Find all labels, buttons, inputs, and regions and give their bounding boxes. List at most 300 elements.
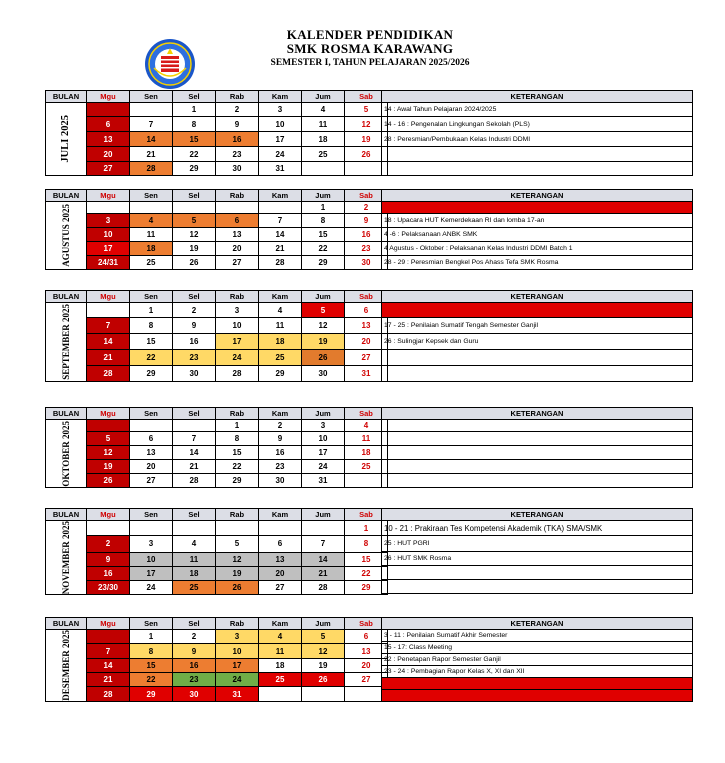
day-cell: 23 xyxy=(173,673,216,687)
day-cell: 3 xyxy=(216,303,259,318)
day-cell: 29 xyxy=(130,687,173,701)
note-row xyxy=(382,228,693,242)
day-cell: 18 xyxy=(130,242,173,256)
day-cell xyxy=(302,521,345,536)
day-cell xyxy=(87,521,130,536)
note-row xyxy=(382,103,693,117)
day-cell: 22 xyxy=(130,350,173,366)
header-kam: Kam xyxy=(259,291,302,303)
notes-header: KETERANGAN xyxy=(382,408,693,420)
day-cell: 4 xyxy=(345,420,388,432)
month-label: OKTOBER 2025 xyxy=(61,420,71,487)
note-line: 14 : Awal Tahun Pelajaran 2024/2025 xyxy=(382,103,693,117)
page-header xyxy=(0,22,725,82)
day-cell: 18 xyxy=(259,658,302,672)
note-row xyxy=(382,242,693,256)
note-line xyxy=(382,432,693,446)
day-cell: 12 xyxy=(302,318,345,334)
day-cell: 6 xyxy=(259,536,302,552)
day-cell: 2 xyxy=(216,103,259,117)
note-line xyxy=(382,580,693,594)
day-cell: 20 xyxy=(259,566,302,580)
day-cell: 1 xyxy=(216,420,259,432)
week-row xyxy=(46,366,388,382)
notes-header: KETERANGAN xyxy=(382,618,693,630)
day-cell: 13 xyxy=(259,552,302,566)
day-cell: 23 xyxy=(345,242,388,256)
day-cell: 9 xyxy=(173,644,216,658)
day-cell: 5 xyxy=(302,630,345,644)
day-cell: 4 xyxy=(130,214,173,228)
day-cell: 26 xyxy=(302,673,345,687)
day-cell: 24 xyxy=(302,460,345,474)
day-cell: 25 xyxy=(302,147,345,162)
day-cell: 16 xyxy=(173,334,216,350)
day-cell: 17 xyxy=(259,132,302,147)
day-cell: 8 xyxy=(130,644,173,658)
title-line-2: SMK ROSMA KARAWANG xyxy=(286,41,454,56)
week-row xyxy=(46,552,388,566)
day-cell: 7 xyxy=(87,318,130,334)
day-cell: 19 xyxy=(345,132,388,147)
day-cell: 27 xyxy=(130,474,173,488)
day-cell: 14 xyxy=(87,334,130,350)
day-cell: 30 xyxy=(345,256,388,270)
day-cell: 15 xyxy=(130,334,173,350)
header-sel: Sel xyxy=(173,618,216,630)
note-line: 15 - 17: Class Meeting xyxy=(382,642,693,654)
day-cell: 21 xyxy=(130,147,173,162)
note-row xyxy=(382,690,693,702)
note-line xyxy=(382,460,693,474)
month-label: JULI 2025 xyxy=(60,115,71,163)
note-row xyxy=(382,521,693,536)
header-rab: Rab xyxy=(216,291,259,303)
header-sel: Sel xyxy=(173,190,216,202)
calendar-table-november xyxy=(45,508,388,595)
header-sel: Sel xyxy=(173,408,216,420)
day-cell: 26 xyxy=(216,580,259,594)
day-cell: 22 xyxy=(216,460,259,474)
header-bulan: BULAN xyxy=(46,408,87,420)
notes-header-row xyxy=(382,509,693,521)
day-cell: 28 xyxy=(302,580,345,594)
day-cell: 11 xyxy=(173,552,216,566)
week-row xyxy=(46,630,388,644)
header-sen: Sen xyxy=(130,509,173,521)
note-line xyxy=(382,162,693,176)
day-cell xyxy=(216,521,259,536)
day-cell xyxy=(302,687,345,701)
note-row xyxy=(382,446,693,460)
day-cell: 24 xyxy=(130,580,173,594)
day-cell xyxy=(130,103,173,117)
day-cell: 9 xyxy=(216,117,259,132)
header-sab: Sab xyxy=(345,91,388,103)
day-cell xyxy=(87,202,130,214)
day-cell: 10 xyxy=(259,117,302,132)
note-row xyxy=(382,580,693,594)
note-row xyxy=(382,630,693,642)
week-row xyxy=(46,474,388,488)
day-cell: 22 xyxy=(173,147,216,162)
day-cell: 4 xyxy=(259,303,302,318)
note-row xyxy=(382,666,693,678)
note-line: 17 - 25 : Penilaian Sumatif Tengah Semester Ganjil xyxy=(382,318,693,334)
notes-header-row xyxy=(382,618,693,630)
day-cell xyxy=(173,521,216,536)
week-row xyxy=(46,147,388,162)
day-cell: 23 xyxy=(216,147,259,162)
day-cell: 12 xyxy=(345,117,388,132)
day-cell: 29 xyxy=(216,474,259,488)
day-cell: 7 xyxy=(302,536,345,552)
day-cell: 5 xyxy=(87,432,130,446)
header-sel: Sel xyxy=(173,509,216,521)
week-row xyxy=(46,202,388,214)
day-cell xyxy=(130,420,173,432)
day-cell: 20 xyxy=(345,334,388,350)
day-cell: 20 xyxy=(345,658,388,672)
note-line: 25 - 26 : Libur Natal dan Cuti Bersama Hari Natal xyxy=(382,678,693,690)
notes-header: KETERANGAN xyxy=(382,291,693,303)
day-cell: 19 xyxy=(302,334,345,350)
header-mgu: Mgu xyxy=(87,190,130,202)
day-cell: 2 xyxy=(173,303,216,318)
day-cell: 10 xyxy=(87,228,130,242)
day-cell: 15 xyxy=(173,132,216,147)
note-row xyxy=(382,366,693,382)
week-row xyxy=(46,103,388,117)
month-label-cell xyxy=(46,630,87,702)
day-cell: 13 xyxy=(216,228,259,242)
note-line: 5 : Maulid Nabi Muhammad SAW xyxy=(382,303,693,318)
note-row xyxy=(382,566,693,580)
day-cell: 7 xyxy=(87,644,130,658)
header-mgu: Mgu xyxy=(87,408,130,420)
month-label: AGUSTUS 2025 xyxy=(61,204,71,267)
note-row xyxy=(382,642,693,654)
day-cell: 19 xyxy=(87,460,130,474)
day-cell: 28 xyxy=(173,474,216,488)
week-row xyxy=(46,318,388,334)
note-line: 26 : HUT SMK Rosma xyxy=(382,552,693,566)
header-kam: Kam xyxy=(259,618,302,630)
day-cell: 30 xyxy=(302,366,345,382)
header-jum: Jum xyxy=(302,190,345,202)
calendar-table-oktober xyxy=(45,407,388,488)
header-kam: Kam xyxy=(259,91,302,103)
day-cell: 31 xyxy=(345,366,388,382)
month-label: DESEMBER 2025 xyxy=(61,630,71,701)
day-cell: 30 xyxy=(259,474,302,488)
day-cell: 17 xyxy=(216,334,259,350)
day-cell: 31 xyxy=(259,162,302,176)
day-cell: 27 xyxy=(345,673,388,687)
header-sel: Sel xyxy=(173,291,216,303)
day-cell: 3 xyxy=(302,420,345,432)
note-row xyxy=(382,147,693,162)
note-line: 4 -6 : Pelaksanaan ANBK SMK xyxy=(382,228,693,242)
header-jum: Jum xyxy=(302,618,345,630)
header-sab: Sab xyxy=(345,618,388,630)
calendar-table-juli xyxy=(45,90,388,176)
day-cell: 13 xyxy=(87,132,130,147)
day-cell: 6 xyxy=(345,630,388,644)
notes-header: KETERANGAN xyxy=(382,509,693,521)
note-line: 17 : HUT Kemerdekaan RI xyxy=(382,202,693,214)
note-line xyxy=(382,420,693,432)
header-sen: Sen xyxy=(130,618,173,630)
note-row xyxy=(382,117,693,132)
day-cell: 21 xyxy=(302,566,345,580)
day-cell: 15 xyxy=(216,446,259,460)
month-label-cell xyxy=(46,202,87,270)
day-cell xyxy=(87,303,130,318)
day-cell: 16 xyxy=(87,566,130,580)
week-row xyxy=(46,334,388,350)
week-row xyxy=(46,521,388,536)
day-cell: 10 xyxy=(130,552,173,566)
day-cell: 24 xyxy=(259,147,302,162)
day-cell: 14 xyxy=(130,132,173,147)
day-cell: 9 xyxy=(259,432,302,446)
header-sab: Sab xyxy=(345,190,388,202)
header-sen: Sen xyxy=(130,91,173,103)
day-cell: 22 xyxy=(345,566,388,580)
header-jum: Jum xyxy=(302,509,345,521)
title-block xyxy=(240,28,500,70)
header-row xyxy=(46,190,388,202)
header-bulan: BULAN xyxy=(46,91,87,103)
day-cell: 17 xyxy=(87,242,130,256)
day-cell: 17 xyxy=(216,658,259,672)
day-cell: 2 xyxy=(173,630,216,644)
day-cell: 26 xyxy=(345,147,388,162)
day-cell: 26 xyxy=(302,350,345,366)
day-cell: 30 xyxy=(173,366,216,382)
month-label: NOVEMBER 2025 xyxy=(61,521,71,595)
day-cell: 15 xyxy=(130,658,173,672)
day-cell: 15 xyxy=(302,228,345,242)
header-jum: Jum xyxy=(302,291,345,303)
day-cell: 28 xyxy=(259,256,302,270)
month-label: SEPTEMBER 2025 xyxy=(61,304,71,380)
day-cell: 16 xyxy=(216,132,259,147)
day-cell: 21 xyxy=(173,460,216,474)
notes-table-oktober xyxy=(381,407,693,488)
week-row xyxy=(46,420,388,432)
header-row xyxy=(46,618,388,630)
day-cell: 2 xyxy=(259,420,302,432)
header-mgu: Mgu xyxy=(87,91,130,103)
day-cell: 29 xyxy=(259,366,302,382)
week-row xyxy=(46,687,388,701)
day-cell: 29 xyxy=(302,256,345,270)
day-cell: 24/31 xyxy=(87,256,130,270)
note-row xyxy=(382,552,693,566)
header-kam: Kam xyxy=(259,509,302,521)
note-row xyxy=(382,214,693,228)
day-cell: 24 xyxy=(216,350,259,366)
day-cell: 17 xyxy=(302,446,345,460)
note-row xyxy=(382,334,693,350)
header-kam: Kam xyxy=(259,190,302,202)
calendar-table-september xyxy=(45,290,388,382)
header-bulan: BULAN xyxy=(46,291,87,303)
day-cell: 11 xyxy=(302,117,345,132)
header-sab: Sab xyxy=(345,408,388,420)
note-line xyxy=(382,147,693,162)
day-cell: 30 xyxy=(173,687,216,701)
notes-table-november xyxy=(381,508,693,594)
header-row xyxy=(46,408,388,420)
header-bulan: BULAN xyxy=(46,190,87,202)
day-cell: 14 xyxy=(302,552,345,566)
day-cell: 18 xyxy=(259,334,302,350)
header-sab: Sab xyxy=(345,291,388,303)
header-rab: Rab xyxy=(216,618,259,630)
week-row xyxy=(46,117,388,132)
month-label-cell xyxy=(46,303,87,382)
note-row xyxy=(382,474,693,488)
day-cell: 5 xyxy=(302,303,345,318)
week-row xyxy=(46,303,388,318)
header-sen: Sen xyxy=(130,291,173,303)
note-row xyxy=(382,432,693,446)
note-row xyxy=(382,678,693,690)
week-row xyxy=(46,350,388,366)
day-cell: 1 xyxy=(173,103,216,117)
day-cell: 19 xyxy=(173,242,216,256)
day-cell: 11 xyxy=(259,644,302,658)
notes-table-juli xyxy=(381,90,693,176)
header-sel: Sel xyxy=(173,91,216,103)
day-cell: 7 xyxy=(259,214,302,228)
week-row xyxy=(46,446,388,460)
day-cell: 29 xyxy=(345,580,388,594)
week-row xyxy=(46,214,388,228)
day-cell: 30 xyxy=(216,162,259,176)
week-row xyxy=(46,228,388,242)
day-cell: 10 xyxy=(216,318,259,334)
day-cell: 2 xyxy=(87,536,130,552)
day-cell xyxy=(87,420,130,432)
day-cell: 4 xyxy=(302,103,345,117)
day-cell: 6 xyxy=(345,303,388,318)
day-cell: 10 xyxy=(302,432,345,446)
note-line xyxy=(382,474,693,488)
week-row xyxy=(46,132,388,147)
day-cell: 2 xyxy=(345,202,388,214)
day-cell: 12 xyxy=(87,446,130,460)
note-line: 26 : Sulingjar Kepsek dan Guru xyxy=(382,334,693,350)
note-line: 14 - 16 : Pengenalan Lingkungan Sekolah (PLS) xyxy=(382,117,693,132)
day-cell: 1 xyxy=(130,303,173,318)
day-cell: 15 xyxy=(345,552,388,566)
header-mgu: Mgu xyxy=(87,618,130,630)
day-cell: 25 xyxy=(130,256,173,270)
note-row xyxy=(382,202,693,214)
day-cell: 20 xyxy=(87,147,130,162)
month-label-cell xyxy=(46,103,87,176)
day-cell: 22 xyxy=(302,242,345,256)
day-cell: 12 xyxy=(216,552,259,566)
day-cell: 21 xyxy=(87,350,130,366)
day-cell: 3 xyxy=(216,630,259,644)
day-cell: 20 xyxy=(216,242,259,256)
day-cell: 14 xyxy=(87,658,130,672)
day-cell: 28 xyxy=(87,366,130,382)
note-line xyxy=(382,366,693,382)
day-cell: 23 xyxy=(173,350,216,366)
day-cell: 26 xyxy=(87,474,130,488)
note-line: 25 : HUT PGRI xyxy=(382,536,693,552)
day-cell: 3 xyxy=(259,103,302,117)
note-row xyxy=(382,132,693,147)
week-row xyxy=(46,658,388,672)
note-line xyxy=(382,446,693,460)
day-cell: 13 xyxy=(345,644,388,658)
note-line: 28 - 29 : Peresmian Bengkel Pos Ahass Tefa SMK Rosma xyxy=(382,256,693,270)
header-sen: Sen xyxy=(130,190,173,202)
day-cell: 6 xyxy=(130,432,173,446)
day-cell: 31 xyxy=(302,474,345,488)
note-row xyxy=(382,420,693,432)
header-sab: Sab xyxy=(345,509,388,521)
day-cell: 24 xyxy=(216,673,259,687)
title-line-3: SEMESTER I, TAHUN PELAJARAN 2025/2026 xyxy=(270,58,470,68)
day-cell: 14 xyxy=(173,446,216,460)
day-cell: 7 xyxy=(130,117,173,132)
day-cell xyxy=(173,420,216,432)
day-cell: 21 xyxy=(87,673,130,687)
calendar-table-agustus xyxy=(45,189,388,270)
day-cell: 21 xyxy=(259,242,302,256)
day-cell: 29 xyxy=(130,366,173,382)
month-label-cell xyxy=(46,420,87,488)
day-cell xyxy=(216,202,259,214)
header-rab: Rab xyxy=(216,509,259,521)
day-cell: 1 xyxy=(345,521,388,536)
day-cell: 27 xyxy=(87,162,130,176)
day-cell: 28 xyxy=(87,687,130,701)
header-bulan: BULAN xyxy=(46,509,87,521)
day-cell: 23/30 xyxy=(87,580,130,594)
day-cell: 29 xyxy=(173,162,216,176)
school-emblem-icon xyxy=(144,38,196,90)
note-row xyxy=(382,460,693,474)
day-cell: 13 xyxy=(130,446,173,460)
note-row xyxy=(382,256,693,270)
note-row xyxy=(382,162,693,176)
header-rab: Rab xyxy=(216,190,259,202)
day-cell: 25 xyxy=(173,580,216,594)
note-line xyxy=(382,566,693,580)
day-cell: 31 xyxy=(216,687,259,701)
day-cell: 11 xyxy=(259,318,302,334)
day-cell xyxy=(130,202,173,214)
day-cell: 6 xyxy=(216,214,259,228)
day-cell xyxy=(302,162,345,176)
day-cell xyxy=(259,521,302,536)
day-cell: 8 xyxy=(173,117,216,132)
day-cell: 27 xyxy=(216,256,259,270)
day-cell xyxy=(87,630,130,644)
day-cell: 8 xyxy=(130,318,173,334)
header-jum: Jum xyxy=(302,408,345,420)
header-row xyxy=(46,291,388,303)
